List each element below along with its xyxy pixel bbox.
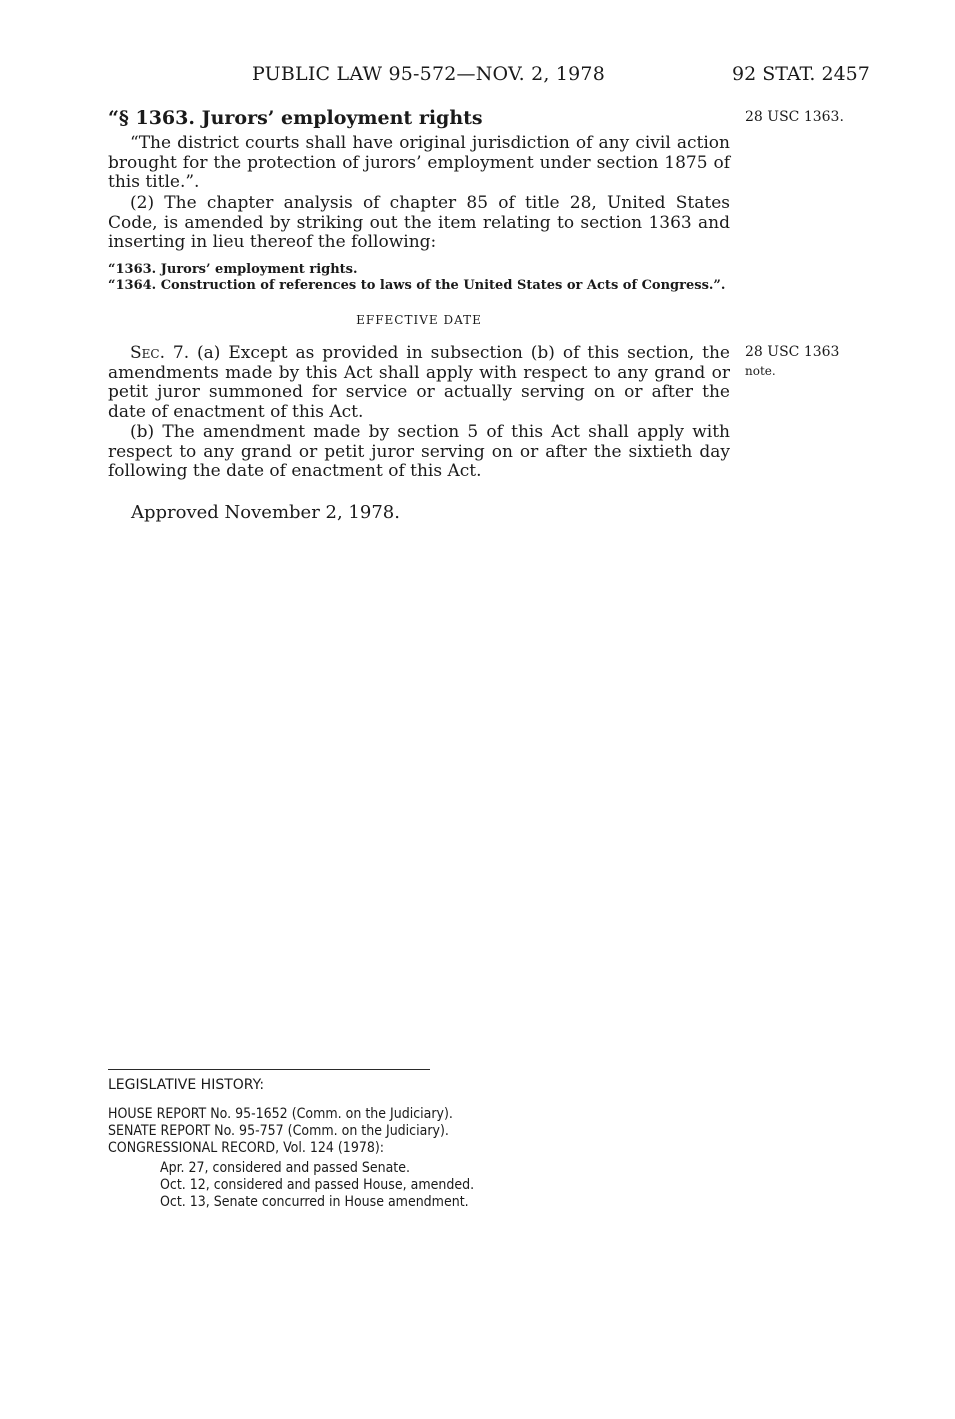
approval-date: Approved November 2, 1978.: [131, 502, 400, 523]
section-1363-body: “The district courts shall have original jurisdiction of any civil action brought for the protection of jurors’ employment under section 1875 of this title.”.: [108, 133, 730, 192]
section-7-label: Sec. 7.: [130, 343, 190, 363]
section-7a-paragraph: [108, 344, 730, 422]
legislative-history-title: LEGISLATIVE HISTORY:: [108, 1077, 265, 1093]
page-header-title: PUBLIC LAW 95-572—NOV. 2, 1978: [252, 63, 605, 85]
margin-note-28-usc-1363: 28 USC 1363.: [745, 109, 844, 125]
page-header-stat: 92 STAT. 2457: [732, 63, 870, 85]
legislative-history-line: CONGRESSIONAL RECORD, Vol. 124 (1978):: [108, 1140, 385, 1156]
margin-note-line: note.: [745, 364, 776, 378]
chapter-analysis-item-1364: “1364. Construction of references to laws of the United States or Acts of Congress.”.: [108, 278, 726, 293]
section-1363-heading: “§ 1363. Jurors’ employment rights: [108, 107, 483, 129]
congressional-record-entries: [160, 1160, 474, 1211]
legislative-history-rule: [108, 1069, 430, 1070]
chapter-analysis-item-1363: “1363. Jurors’ employment rights.: [108, 262, 358, 277]
margin-note-line: 28 USC 1363: [745, 344, 840, 360]
legislative-history-line: HOUSE REPORT No. 95-1652 (Comm. on the Judiciary).: [108, 1106, 453, 1122]
section-7a-text: (a) Except as provided in subsection (b) of this section, the amendments made by this Act shall apply with respect to any grand or petit juror summoned for service or actually serving on or after the date of enactment of this Act.: [108, 343, 730, 422]
legislative-history-reports: [108, 1106, 453, 1157]
congressional-record-entry: Apr. 27, considered and passed Senate.: [160, 1160, 410, 1176]
congressional-record-entry: Oct. 13, Senate concurred in House amendment.: [160, 1194, 469, 1210]
effective-date-heading: EFFECTIVE DATE: [356, 313, 482, 327]
legislative-history-line: SENATE REPORT No. 95-757 (Comm. on the Judiciary).: [108, 1123, 449, 1139]
section-7b-paragraph: (b) The amendment made by section 5 of this Act shall apply with respect to any grand or petit juror serving on or after the sixtieth day following the date of enactment of this Act.: [108, 422, 730, 481]
congressional-record-entry: Oct. 12, considered and passed House, amended.: [160, 1177, 475, 1193]
margin-note-28-usc-1363-note: [745, 343, 839, 381]
paragraph-2-text: (2) The chapter analysis of chapter 85 of title 28, United States Code, is amended by striking out the item relating to section 1363 and inserting in lieu thereof the following:: [108, 193, 730, 252]
